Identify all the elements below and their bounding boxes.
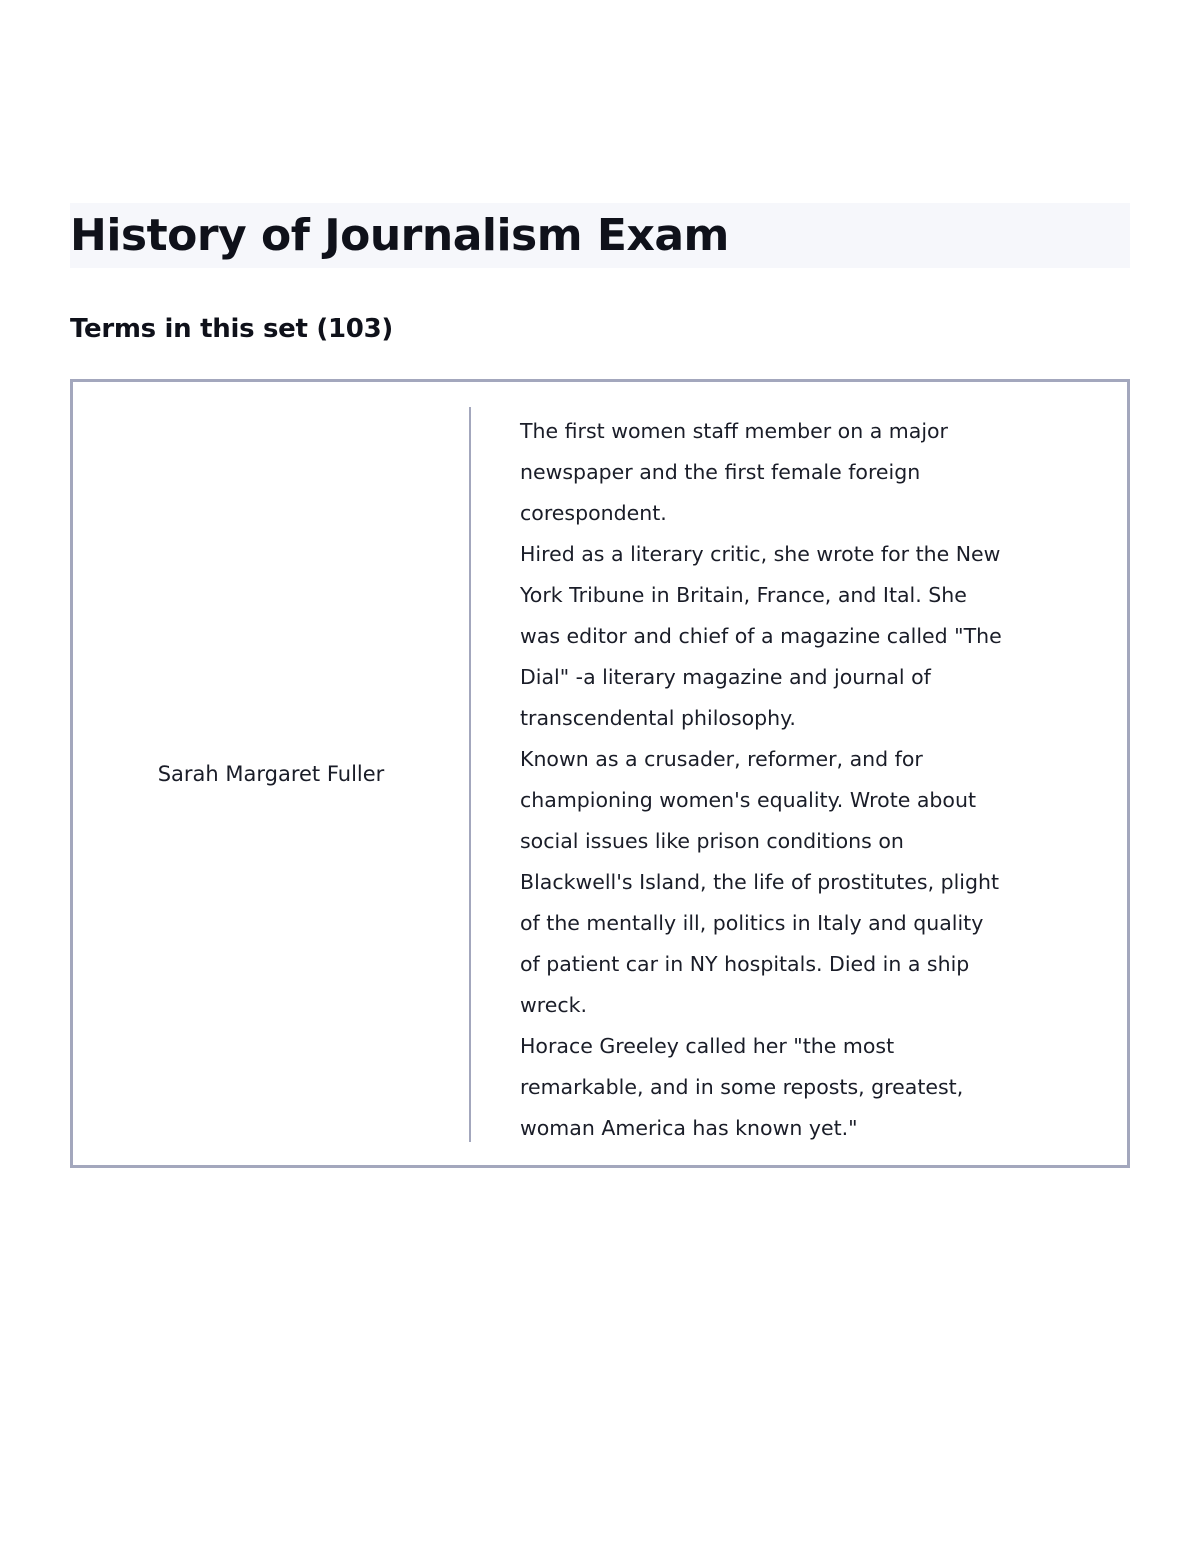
definition-line: was editor and chief of a magazine called "The [520, 624, 1002, 648]
definition-line: of patient car in NY hospitals. Died in a ship [520, 952, 970, 976]
definition-line: transcendental philosophy. [520, 706, 796, 730]
definition-line: championing women's equality. Wrote about [520, 788, 977, 812]
definition-line: Blackwell's Island, the life of prostitutes, plight [520, 870, 1000, 894]
definition-line: of the mentally ill, politics in Italy and quality [520, 911, 984, 935]
terms-count-heading: Terms in this set (103) [70, 314, 393, 344]
definition-line: social issues like prison conditions on [520, 829, 904, 853]
definition-line: remarkable, and in some reposts, greatest, [520, 1075, 964, 1099]
card-divider [469, 407, 471, 1142]
page-title: History of Journalism Exam [70, 210, 729, 261]
definition-line: The first women staff member on a major [520, 419, 948, 443]
definition-line: Horace Greeley called her "the most [520, 1034, 895, 1058]
definition-line: Dial" -a literary magazine and journal of [520, 665, 931, 689]
definition-line: wreck. [520, 993, 588, 1017]
definition-line: corespondent. [520, 501, 667, 525]
definition-line: woman America has known yet." [520, 1116, 858, 1140]
definition-line: newspaper and the first female foreign [520, 460, 921, 484]
definition-line: York Tribune in Britain, France, and Ital. She [520, 583, 967, 607]
term-cell [73, 382, 469, 1165]
term-card [70, 379, 1130, 1168]
definition-line: Known as a crusader, reformer, and for [520, 747, 923, 771]
definition-cell [520, 411, 1080, 1149]
term-text: Sarah Margaret Fuller [157, 761, 385, 786]
definition-line: Hired as a literary critic, she wrote for the New [520, 542, 1001, 566]
